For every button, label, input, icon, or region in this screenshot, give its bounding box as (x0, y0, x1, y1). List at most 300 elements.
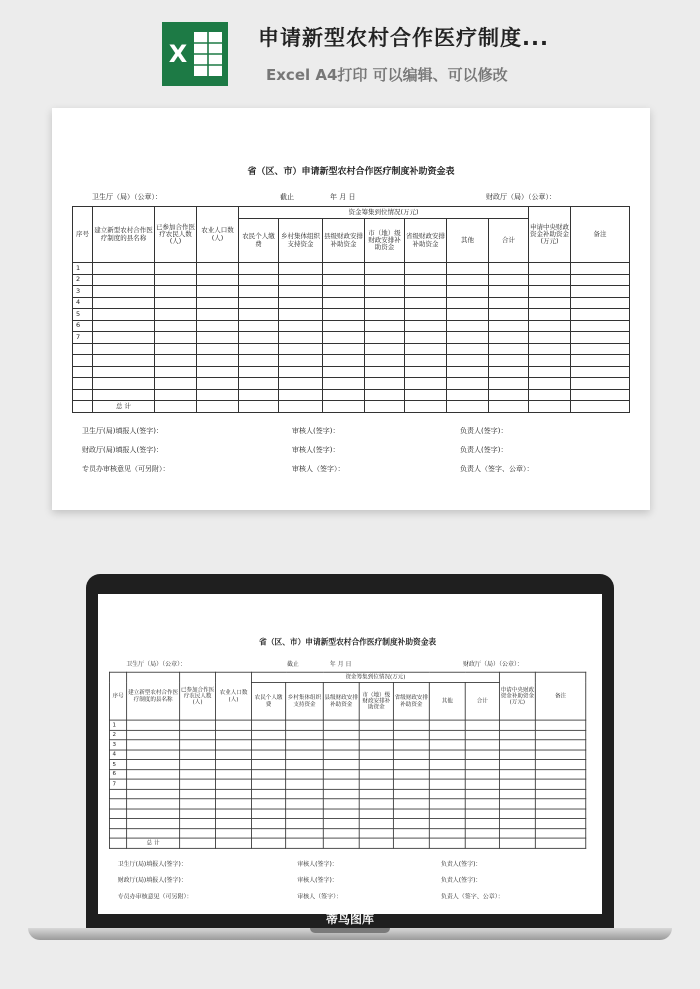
table-cell[interactable] (535, 720, 585, 730)
table-cell[interactable] (365, 355, 405, 367)
table-cell[interactable] (323, 389, 365, 401)
table-cell[interactable] (359, 730, 393, 740)
table-cell[interactable] (429, 838, 465, 848)
table-cell[interactable] (529, 297, 571, 309)
table-cell[interactable] (499, 799, 535, 809)
table-cell[interactable] (359, 799, 393, 809)
table-cell[interactable] (571, 401, 630, 413)
table-cell[interactable] (180, 809, 216, 819)
table-cell[interactable] (239, 320, 279, 332)
table-cell[interactable] (393, 789, 429, 799)
table-cell[interactable] (489, 320, 529, 332)
table-cell[interactable] (447, 332, 489, 344)
table-cell[interactable] (489, 286, 529, 298)
table-cell[interactable] (127, 759, 180, 769)
table-cell[interactable] (279, 355, 323, 367)
table-cell[interactable] (155, 320, 197, 332)
table-cell[interactable] (499, 740, 535, 750)
table-cell[interactable] (251, 740, 285, 750)
table-cell[interactable] (286, 750, 324, 760)
table-cell[interactable] (447, 263, 489, 275)
table-cell[interactable] (155, 309, 197, 321)
table-cell[interactable] (180, 789, 216, 799)
table-cell[interactable] (127, 789, 180, 799)
table-cell[interactable] (529, 366, 571, 378)
table-cell[interactable] (465, 759, 499, 769)
table-cell[interactable] (323, 799, 359, 809)
table-cell[interactable] (180, 818, 216, 828)
table-cell[interactable] (323, 263, 365, 275)
table-cell[interactable] (429, 740, 465, 750)
table-cell[interactable] (180, 720, 216, 730)
table-cell[interactable] (286, 799, 324, 809)
table-cell[interactable] (180, 828, 216, 838)
table-cell[interactable] (529, 286, 571, 298)
table-cell[interactable] (323, 309, 365, 321)
table-cell[interactable] (93, 274, 155, 286)
table-cell[interactable] (529, 401, 571, 413)
table-cell[interactable] (393, 799, 429, 809)
table-cell[interactable] (499, 730, 535, 740)
table-cell[interactable] (365, 309, 405, 321)
table-cell[interactable] (393, 838, 429, 848)
table-cell[interactable] (93, 286, 155, 298)
table-cell[interactable] (155, 389, 197, 401)
table-cell[interactable] (279, 401, 323, 413)
table-cell[interactable] (286, 759, 324, 769)
table-cell[interactable] (251, 769, 285, 779)
table-cell[interactable] (323, 286, 365, 298)
table-cell[interactable] (529, 378, 571, 390)
table-cell[interactable] (239, 309, 279, 321)
table-cell[interactable] (571, 355, 630, 367)
table-cell[interactable] (571, 343, 630, 355)
table-cell[interactable] (405, 274, 447, 286)
table-cell[interactable] (447, 297, 489, 309)
table-cell[interactable] (571, 332, 630, 344)
table-cell[interactable] (180, 779, 216, 789)
table-cell[interactable] (499, 828, 535, 838)
table-cell[interactable] (535, 769, 585, 779)
table-cell[interactable] (93, 297, 155, 309)
table-cell[interactable] (197, 332, 239, 344)
table-cell[interactable] (286, 809, 324, 819)
table-cell[interactable] (93, 355, 155, 367)
table-cell[interactable] (110, 838, 127, 848)
table-cell[interactable] (393, 759, 429, 769)
table-cell[interactable] (155, 401, 197, 413)
table-cell[interactable] (155, 274, 197, 286)
table-cell[interactable] (197, 309, 239, 321)
table-cell[interactable] (251, 809, 285, 819)
table-cell[interactable] (197, 389, 239, 401)
table-cell[interactable] (197, 263, 239, 275)
table-cell[interactable] (529, 274, 571, 286)
table-cell[interactable] (489, 343, 529, 355)
table-cell[interactable] (571, 320, 630, 332)
table-cell[interactable] (447, 286, 489, 298)
table-cell[interactable] (279, 309, 323, 321)
table-cell[interactable] (127, 799, 180, 809)
table-cell[interactable] (535, 730, 585, 740)
table-cell[interactable] (216, 799, 252, 809)
table-cell[interactable] (489, 355, 529, 367)
table-cell[interactable] (93, 309, 155, 321)
table-cell[interactable] (216, 779, 252, 789)
table-cell[interactable] (239, 389, 279, 401)
table-cell[interactable] (216, 769, 252, 779)
table-cell[interactable] (465, 799, 499, 809)
table-cell[interactable] (286, 828, 324, 838)
table-cell[interactable] (359, 759, 393, 769)
table-cell[interactable] (393, 730, 429, 740)
table-cell[interactable] (499, 769, 535, 779)
table-cell[interactable] (155, 297, 197, 309)
table-cell[interactable] (323, 297, 365, 309)
table-cell[interactable] (405, 263, 447, 275)
table-cell[interactable] (323, 779, 359, 789)
table-cell[interactable] (499, 818, 535, 828)
table-cell[interactable] (529, 389, 571, 401)
table-cell[interactable] (323, 332, 365, 344)
table-cell[interactable] (535, 838, 585, 848)
table-cell[interactable] (286, 818, 324, 828)
table-cell[interactable] (359, 818, 393, 828)
table-cell[interactable] (535, 750, 585, 760)
table-cell[interactable] (465, 828, 499, 838)
table-cell[interactable] (359, 809, 393, 819)
table-cell[interactable] (93, 343, 155, 355)
table-cell[interactable] (535, 809, 585, 819)
table-cell[interactable] (535, 740, 585, 750)
table-cell[interactable] (279, 274, 323, 286)
table-cell[interactable] (489, 263, 529, 275)
table-cell[interactable] (323, 769, 359, 779)
table-cell[interactable] (216, 740, 252, 750)
table-cell[interactable] (571, 389, 630, 401)
table-cell[interactable] (323, 401, 365, 413)
table-cell[interactable] (405, 401, 447, 413)
table-cell[interactable] (571, 286, 630, 298)
table-cell[interactable] (323, 809, 359, 819)
table-cell[interactable] (216, 730, 252, 740)
table-cell[interactable] (529, 343, 571, 355)
table-cell[interactable] (286, 720, 324, 730)
table-cell[interactable] (535, 818, 585, 828)
table-cell[interactable] (127, 740, 180, 750)
table-cell[interactable] (359, 838, 393, 848)
table-cell[interactable] (429, 720, 465, 730)
table-cell[interactable] (323, 378, 365, 390)
table-cell[interactable] (251, 828, 285, 838)
table-cell[interactable] (447, 401, 489, 413)
table-cell[interactable] (359, 779, 393, 789)
table-cell[interactable] (286, 730, 324, 740)
table-cell[interactable] (359, 720, 393, 730)
table-cell[interactable] (393, 720, 429, 730)
table-cell[interactable] (393, 809, 429, 819)
table-cell[interactable] (499, 809, 535, 819)
table-cell[interactable] (216, 809, 252, 819)
table-cell[interactable] (279, 297, 323, 309)
table-cell[interactable] (405, 355, 447, 367)
table-cell[interactable] (447, 389, 489, 401)
table-cell[interactable] (323, 740, 359, 750)
table-cell[interactable] (529, 263, 571, 275)
table-cell[interactable] (465, 730, 499, 740)
table-cell[interactable] (127, 818, 180, 828)
table-cell[interactable] (180, 769, 216, 779)
table-cell[interactable] (239, 286, 279, 298)
table-cell[interactable] (323, 750, 359, 760)
table-cell[interactable] (323, 838, 359, 848)
table-cell[interactable] (239, 332, 279, 344)
table-cell[interactable] (197, 297, 239, 309)
table-cell[interactable] (571, 309, 630, 321)
table-cell[interactable] (465, 750, 499, 760)
table-cell[interactable] (73, 401, 93, 413)
table-cell[interactable] (216, 828, 252, 838)
table-cell[interactable] (155, 355, 197, 367)
table-cell[interactable] (429, 828, 465, 838)
table-cell[interactable] (365, 366, 405, 378)
table-cell[interactable] (279, 378, 323, 390)
table-cell[interactable] (393, 779, 429, 789)
table-cell[interactable] (365, 297, 405, 309)
table-cell[interactable] (251, 789, 285, 799)
table-cell[interactable] (465, 818, 499, 828)
table-cell[interactable] (365, 332, 405, 344)
table-cell[interactable] (155, 378, 197, 390)
table-cell[interactable] (365, 389, 405, 401)
table-cell[interactable] (216, 838, 252, 848)
table-cell[interactable] (365, 343, 405, 355)
table-cell[interactable] (197, 378, 239, 390)
table-cell[interactable] (535, 779, 585, 789)
table-cell[interactable] (499, 759, 535, 769)
table-cell[interactable] (216, 818, 252, 828)
table-cell[interactable] (571, 366, 630, 378)
table-cell[interactable] (239, 263, 279, 275)
table-cell[interactable] (465, 720, 499, 730)
table-cell[interactable] (529, 309, 571, 321)
table-cell[interactable] (465, 838, 499, 848)
table-cell[interactable] (279, 320, 323, 332)
table-cell[interactable] (279, 343, 323, 355)
table-cell[interactable] (571, 378, 630, 390)
table-cell[interactable] (429, 799, 465, 809)
table-cell[interactable] (447, 343, 489, 355)
table-cell[interactable] (489, 378, 529, 390)
table-cell[interactable] (465, 769, 499, 779)
table-cell[interactable] (365, 378, 405, 390)
table-cell[interactable] (286, 779, 324, 789)
table-cell[interactable] (155, 286, 197, 298)
table-cell[interactable] (447, 309, 489, 321)
table-cell[interactable] (180, 799, 216, 809)
table-cell[interactable] (323, 720, 359, 730)
table-cell[interactable] (155, 343, 197, 355)
table-cell[interactable] (429, 730, 465, 740)
table-cell[interactable] (405, 389, 447, 401)
table-cell[interactable] (239, 366, 279, 378)
table-cell[interactable] (499, 720, 535, 730)
table-cell[interactable] (155, 263, 197, 275)
table-cell[interactable] (286, 838, 324, 848)
table-cell[interactable] (127, 828, 180, 838)
table-cell[interactable] (489, 297, 529, 309)
table-cell[interactable] (239, 401, 279, 413)
table-cell[interactable] (279, 332, 323, 344)
table-cell[interactable] (251, 838, 285, 848)
table-cell[interactable] (359, 750, 393, 760)
table-cell[interactable] (393, 828, 429, 838)
table-cell[interactable] (93, 378, 155, 390)
table-cell[interactable] (279, 366, 323, 378)
table-cell[interactable] (365, 320, 405, 332)
table-cell[interactable] (405, 320, 447, 332)
table-cell[interactable] (155, 332, 197, 344)
table-cell[interactable] (127, 809, 180, 819)
table-cell[interactable] (239, 343, 279, 355)
table-cell[interactable] (447, 320, 489, 332)
table-cell[interactable] (197, 401, 239, 413)
table-cell[interactable] (447, 274, 489, 286)
table-cell[interactable] (365, 263, 405, 275)
table-cell[interactable] (127, 750, 180, 760)
table-cell[interactable] (197, 286, 239, 298)
table-cell[interactable] (323, 789, 359, 799)
table-cell[interactable] (216, 750, 252, 760)
table-cell[interactable] (251, 818, 285, 828)
table-cell[interactable] (251, 799, 285, 809)
table-cell[interactable] (465, 809, 499, 819)
table-cell[interactable] (571, 263, 630, 275)
table-cell[interactable] (180, 750, 216, 760)
table-cell[interactable] (429, 779, 465, 789)
table-cell[interactable] (499, 838, 535, 848)
table-cell[interactable] (465, 740, 499, 750)
table-cell[interactable] (405, 309, 447, 321)
table-cell[interactable] (251, 779, 285, 789)
table-cell[interactable] (405, 286, 447, 298)
table-cell[interactable] (180, 730, 216, 740)
table-cell[interactable] (197, 274, 239, 286)
table-cell[interactable] (359, 789, 393, 799)
table-cell[interactable] (359, 769, 393, 779)
table-cell[interactable] (216, 789, 252, 799)
table-cell[interactable] (323, 759, 359, 769)
table-cell[interactable] (180, 838, 216, 848)
table-cell[interactable] (465, 779, 499, 789)
table-cell[interactable] (239, 297, 279, 309)
table-cell[interactable] (251, 720, 285, 730)
table-cell[interactable] (405, 332, 447, 344)
table-cell[interactable] (323, 343, 365, 355)
table-cell[interactable] (251, 750, 285, 760)
table-cell[interactable] (489, 332, 529, 344)
table-cell[interactable] (405, 366, 447, 378)
table-cell[interactable] (127, 720, 180, 730)
table-cell[interactable] (499, 779, 535, 789)
table-cell[interactable] (323, 366, 365, 378)
table-cell[interactable] (216, 720, 252, 730)
table-cell[interactable] (447, 366, 489, 378)
table-cell[interactable] (286, 769, 324, 779)
table-cell[interactable] (279, 263, 323, 275)
table-cell[interactable] (155, 366, 197, 378)
table-cell[interactable] (251, 730, 285, 740)
table-cell[interactable] (447, 378, 489, 390)
table-cell[interactable] (571, 274, 630, 286)
table-cell[interactable] (535, 799, 585, 809)
table-cell[interactable] (489, 274, 529, 286)
table-cell[interactable] (393, 750, 429, 760)
table-cell[interactable] (429, 769, 465, 779)
table-cell[interactable] (127, 730, 180, 740)
table-cell[interactable] (429, 818, 465, 828)
table-cell[interactable] (93, 389, 155, 401)
table-cell[interactable] (405, 378, 447, 390)
table-cell[interactable] (286, 740, 324, 750)
table-cell[interactable] (286, 789, 324, 799)
table-cell[interactable] (393, 740, 429, 750)
table-cell[interactable] (180, 740, 216, 750)
table-cell[interactable] (323, 730, 359, 740)
table-cell[interactable] (499, 750, 535, 760)
table-cell[interactable] (429, 750, 465, 760)
table-cell[interactable] (535, 828, 585, 838)
table-cell[interactable] (93, 366, 155, 378)
table-cell[interactable] (529, 332, 571, 344)
table-cell[interactable] (405, 343, 447, 355)
table-cell[interactable] (365, 274, 405, 286)
table-cell[interactable] (571, 297, 630, 309)
table-cell[interactable] (239, 355, 279, 367)
table-cell[interactable] (93, 320, 155, 332)
table-cell[interactable] (365, 401, 405, 413)
table-cell[interactable] (323, 274, 365, 286)
table-cell[interactable] (489, 401, 529, 413)
table-cell[interactable] (447, 355, 489, 367)
table-cell[interactable] (499, 789, 535, 799)
table-cell[interactable] (535, 789, 585, 799)
table-cell[interactable] (197, 343, 239, 355)
table-cell[interactable] (529, 355, 571, 367)
table-cell[interactable] (251, 759, 285, 769)
table-cell[interactable] (429, 809, 465, 819)
table-cell[interactable] (365, 286, 405, 298)
table-cell[interactable] (323, 355, 365, 367)
table-cell[interactable] (197, 366, 239, 378)
table-cell[interactable] (279, 389, 323, 401)
table-cell[interactable] (323, 818, 359, 828)
table-cell[interactable] (323, 320, 365, 332)
table-cell[interactable] (279, 286, 323, 298)
table-cell[interactable] (359, 828, 393, 838)
table-cell[interactable] (489, 309, 529, 321)
table-cell[interactable] (127, 769, 180, 779)
table-cell[interactable] (405, 297, 447, 309)
table-cell[interactable] (323, 828, 359, 838)
table-cell[interactable] (239, 378, 279, 390)
table-cell[interactable] (529, 320, 571, 332)
table-cell[interactable] (429, 759, 465, 769)
table-cell[interactable] (359, 740, 393, 750)
table-cell[interactable] (216, 759, 252, 769)
table-cell[interactable] (180, 759, 216, 769)
table-cell[interactable] (489, 366, 529, 378)
